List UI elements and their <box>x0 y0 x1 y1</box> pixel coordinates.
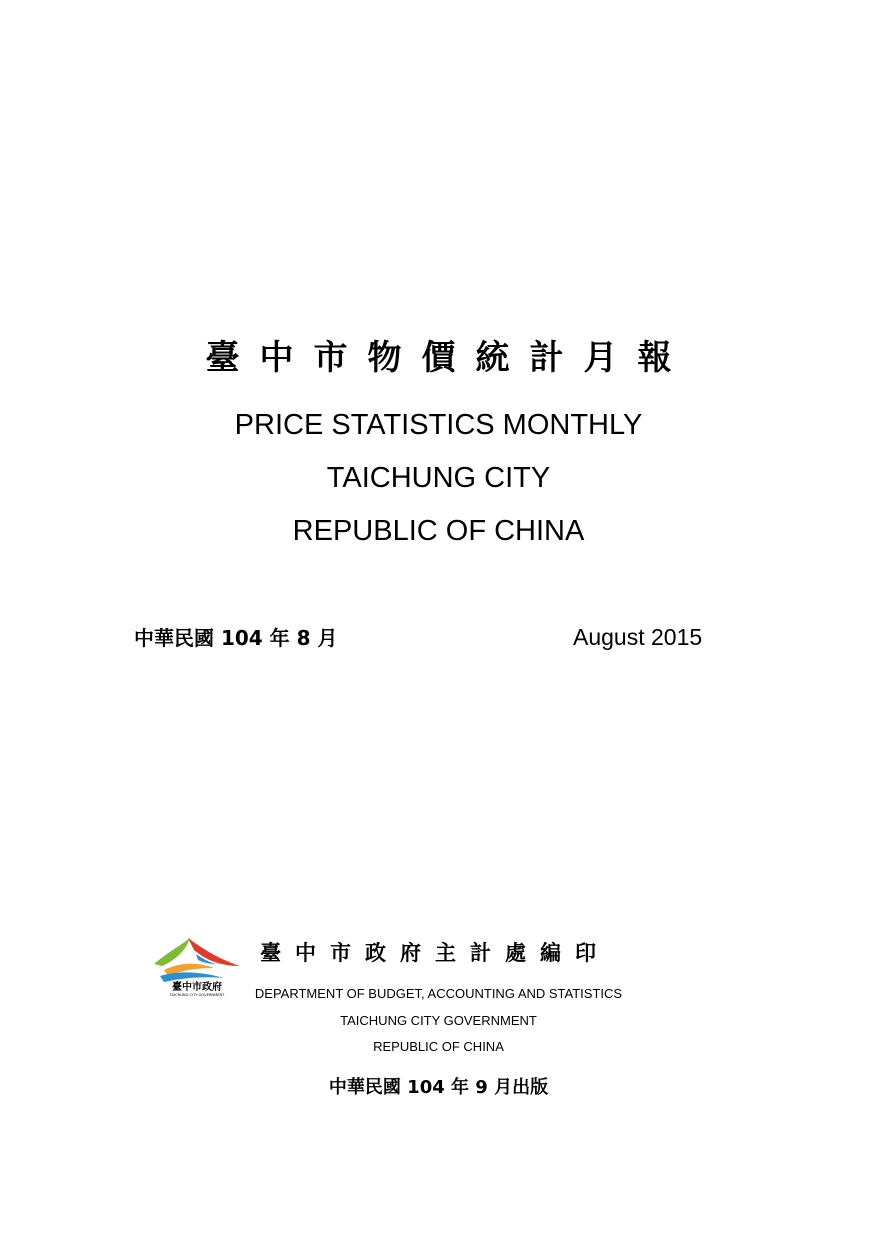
department-line-2: TAICHUNG CITY GOVERNMENT <box>340 1013 537 1028</box>
publisher-chinese: 臺中市政府主計處編印 <box>260 940 610 965</box>
department-line-3: REPUBLIC OF CHINA <box>373 1039 504 1054</box>
title-chinese: 臺中市物價統計月報 <box>205 338 692 378</box>
logo-emblem-icon <box>150 932 244 998</box>
title-english-line-3: REPUBLIC OF CHINA <box>292 515 585 547</box>
logo-text-chinese: 臺中市政府 <box>172 982 222 993</box>
published-date-chinese: 中華民國 104 年 9 月出版 <box>328 1077 549 1098</box>
logo-text-english: TAICHUNG CITY GOVERNMENT <box>169 993 225 997</box>
department-line-1: DEPARTMENT OF BUDGET, ACCOUNTING AND STATISTICS <box>254 986 623 1001</box>
issue-date-english: August 2015 <box>573 624 703 650</box>
issue-date-chinese: 中華民國 104 年 8 月 <box>134 626 338 650</box>
title-english-line-1: PRICE STATISTICS MONTHLY <box>234 409 643 441</box>
taichung-government-logo <box>150 932 244 998</box>
title-english-line-2: TAICHUNG CITY <box>326 462 551 494</box>
